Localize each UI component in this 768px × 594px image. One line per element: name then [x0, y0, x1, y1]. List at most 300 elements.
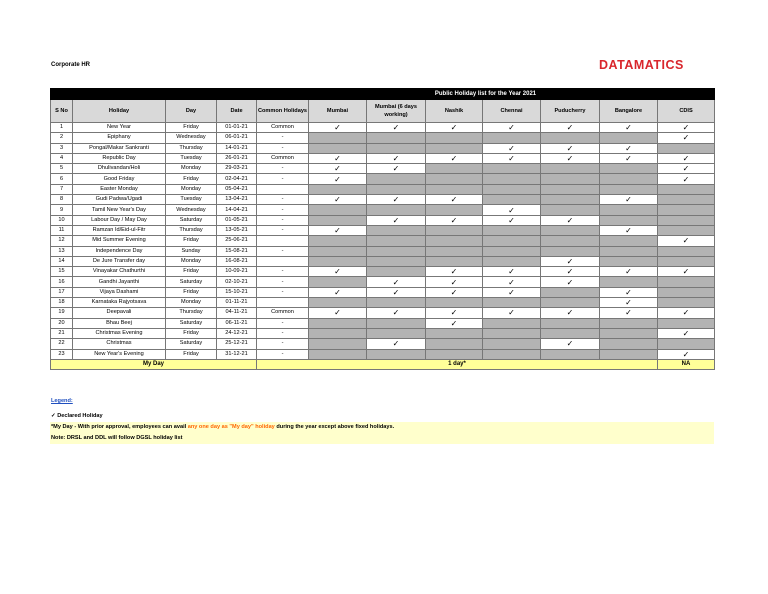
cell-holiday: Christmas: [73, 339, 166, 349]
cell-puducherry: [541, 256, 600, 266]
cell-cdis: [658, 267, 715, 277]
cell-cdis: [658, 277, 715, 287]
table-row: [51, 339, 715, 349]
cell-mumbai-6day: [367, 123, 426, 133]
cell-chennai: [483, 195, 541, 205]
cell-date: 31-12-21: [217, 349, 257, 359]
table-row: [51, 225, 715, 235]
cell-mumbai-6day: [367, 164, 426, 174]
cell-cdis: [658, 298, 715, 308]
cell-chennai: [483, 318, 541, 328]
cell-mumbai-6day: [367, 349, 426, 359]
check-icon: ✓: [450, 287, 458, 297]
cell-bangalore: [600, 225, 658, 235]
cell-puducherry: [541, 195, 600, 205]
cell-cdis: [658, 143, 715, 153]
cell-puducherry: [541, 246, 600, 256]
cell-common: -: [257, 246, 309, 256]
cell-chennai: [483, 205, 541, 215]
check-icon: ✓: [566, 308, 574, 318]
cell-common: [257, 236, 309, 246]
cell-cdis: [658, 215, 715, 225]
cell-date: 10-09-21: [217, 267, 257, 277]
cell-cdis: [658, 339, 715, 349]
cell-mumbai: [309, 123, 367, 133]
check-icon: ✓: [450, 277, 458, 287]
cell-bangalore: [600, 246, 658, 256]
cell-bangalore: [600, 195, 658, 205]
cell-holiday: Pongal/Makar Sankranti: [73, 143, 166, 153]
cell-nashik: [426, 318, 483, 328]
cell-common: -: [257, 339, 309, 349]
cell-mumbai-6day: [367, 184, 426, 194]
check-icon: ✓: [450, 267, 458, 277]
col-header-day: Day: [166, 100, 217, 123]
cell-day: Friday: [166, 287, 217, 297]
col-header-holiday: Holiday: [73, 100, 166, 123]
cell-nashik: [426, 164, 483, 174]
cell-nashik: [426, 123, 483, 133]
cell-puducherry: [541, 277, 600, 287]
my-day-note-c: during the year except above fixed holidays.: [274, 424, 395, 430]
cell-cdis: [658, 164, 715, 174]
cell-common: -: [257, 287, 309, 297]
cell-sno: 4: [51, 153, 73, 163]
check-icon: ✓: [334, 154, 341, 164]
my-day-note-a: *My Day - With prior approval, employees can avail: [51, 424, 188, 430]
cell-common: -: [257, 205, 309, 215]
cell-mumbai: [309, 308, 367, 318]
cell-sno: 13: [51, 246, 73, 256]
cell-day: Saturday: [166, 215, 217, 225]
cell-common: -: [257, 195, 309, 205]
cell-bangalore: [600, 328, 658, 338]
col-header-nashik: Nashik: [426, 100, 483, 123]
cell-mumbai: [309, 339, 367, 349]
check-icon: ✓: [682, 154, 690, 164]
department-label: Corporate HR: [51, 62, 91, 68]
cell-sno: 10: [51, 215, 73, 225]
cell-date: 15-10-21: [217, 287, 257, 297]
cell-sno: 12: [51, 236, 73, 246]
cell-date: 14-01-21: [217, 143, 257, 153]
check-icon: ✓: [392, 308, 400, 318]
cell-date: 15-08-21: [217, 246, 257, 256]
cell-bangalore: [600, 298, 658, 308]
cell-puducherry: [541, 298, 600, 308]
cell-chennai: [483, 184, 541, 194]
cell-cdis: [658, 153, 715, 163]
cell-puducherry: [541, 184, 600, 194]
cell-sno: 9: [51, 205, 73, 215]
cell-nashik: [426, 339, 483, 349]
check-icon: ✓: [334, 308, 341, 318]
check-icon: ✓: [392, 215, 400, 225]
cell-cdis: [658, 256, 715, 266]
table-row: [51, 164, 715, 174]
cell-nashik: [426, 225, 483, 235]
check-icon: ✓: [566, 277, 574, 287]
cell-cdis: [658, 246, 715, 256]
cell-nashik: [426, 184, 483, 194]
cell-cdis: [658, 174, 715, 184]
check-icon: ✓: [334, 226, 341, 236]
cell-sno: 7: [51, 184, 73, 194]
cell-common: -: [257, 133, 309, 143]
col-header-mumbai: Mumbai: [309, 100, 367, 123]
check-icon: ✓: [682, 164, 690, 174]
my-day-label: My Day: [51, 359, 257, 369]
cell-holiday: Mid Summer Evening: [73, 236, 166, 246]
cell-puducherry: [541, 287, 600, 297]
check-icon: ✓: [508, 205, 515, 215]
cell-day: Monday: [166, 256, 217, 266]
table-row: [51, 143, 715, 153]
check-icon: ✓: [392, 339, 400, 349]
check-icon: ✓: [625, 195, 632, 205]
col-header-puducherry: Puducherry: [541, 100, 600, 123]
table-row: [51, 215, 715, 225]
cell-puducherry: [541, 215, 600, 225]
cell-bangalore: [600, 174, 658, 184]
company-logo: DATAMATICS: [599, 58, 684, 72]
cell-holiday: New Year's Evening: [73, 349, 166, 359]
check-icon: ✓: [508, 123, 515, 133]
cell-date: 01-11-21: [217, 298, 257, 308]
check-icon: ✓: [682, 123, 690, 133]
check-icon: ✓: [682, 329, 690, 339]
cell-date: 06-11-21: [217, 318, 257, 328]
cell-mumbai-6day: [367, 195, 426, 205]
cell-date: 01-01-21: [217, 123, 257, 133]
cell-date: 25-06-21: [217, 236, 257, 246]
check-icon: ✓: [450, 154, 458, 164]
check-icon: ✓: [566, 215, 574, 225]
cell-mumbai: [309, 164, 367, 174]
cell-cdis: [658, 195, 715, 205]
cell-mumbai: [309, 246, 367, 256]
check-icon: ✓: [625, 226, 632, 236]
check-icon: ✓: [334, 267, 341, 277]
cell-bangalore: [600, 133, 658, 143]
cell-nashik: [426, 256, 483, 266]
cell-puducherry: [541, 225, 600, 235]
cell-nashik: [426, 236, 483, 246]
check-icon: ✓: [566, 257, 574, 266]
cell-mumbai: [309, 143, 367, 153]
cell-date: 29-03-21: [217, 164, 257, 174]
cell-day: Tuesday: [166, 153, 217, 163]
cell-mumbai-6day: [367, 256, 426, 266]
cell-date: 25-12-21: [217, 339, 257, 349]
cell-nashik: [426, 267, 483, 277]
cell-date: 05-04-21: [217, 184, 257, 194]
cell-sno: 15: [51, 267, 73, 277]
table-title: Public Holiday list for the Year 2021: [257, 89, 715, 100]
cell-bangalore: [600, 215, 658, 225]
column-header-row: [51, 100, 715, 123]
cell-mumbai: [309, 236, 367, 246]
check-icon: ✓: [682, 308, 690, 318]
table-row: [51, 195, 715, 205]
check-icon: ✓: [508, 287, 515, 297]
cell-chennai: [483, 277, 541, 287]
cell-date: 02-04-21: [217, 174, 257, 184]
table-row: [51, 318, 715, 328]
cell-day: Wednesday: [166, 133, 217, 143]
check-icon: ✓: [392, 277, 400, 287]
my-day-note-highlight: any one day as "My day" holiday: [187, 424, 275, 430]
cell-holiday: Vinayakar Chathurthi: [73, 267, 166, 277]
check-icon: ✓: [334, 164, 341, 174]
cell-sno: 3: [51, 143, 73, 153]
dgsl-note: Note: DRSL and DDL will follow DGSL holiday list: [51, 435, 183, 441]
cell-chennai: [483, 287, 541, 297]
table-row: [51, 267, 715, 277]
cell-holiday: Tamil New Year's Day: [73, 205, 166, 215]
cell-sno: 23: [51, 349, 73, 359]
cell-day: Thursday: [166, 308, 217, 318]
cell-sno: 14: [51, 256, 73, 266]
cell-common: -: [257, 225, 309, 235]
cell-chennai: [483, 123, 541, 133]
check-icon: ✓: [450, 318, 458, 328]
cell-bangalore: [600, 143, 658, 153]
cell-sno: 19: [51, 308, 73, 318]
cell-nashik: [426, 277, 483, 287]
cell-chennai: [483, 267, 541, 277]
cell-mumbai: [309, 328, 367, 338]
check-icon: ✓: [334, 123, 341, 133]
cell-mumbai: [309, 174, 367, 184]
check-icon: ✓: [682, 174, 690, 184]
cell-nashik: [426, 349, 483, 359]
cell-date: 26-01-21: [217, 153, 257, 163]
cell-nashik: [426, 328, 483, 338]
check-icon: ✓: [392, 154, 400, 164]
check-icon: ✓: [625, 298, 632, 308]
check-icon: ✓: [508, 143, 515, 153]
cell-cdis: [658, 225, 715, 235]
cell-mumbai-6day: [367, 215, 426, 225]
cell-common: -: [257, 174, 309, 184]
cell-bangalore: [600, 349, 658, 359]
cell-day: Thursday: [166, 143, 217, 153]
cell-chennai: [483, 215, 541, 225]
cell-puducherry: [541, 143, 600, 153]
table-row: [51, 133, 715, 143]
cell-chennai: [483, 174, 541, 184]
cell-holiday: Dhulivandan/Holi: [73, 164, 166, 174]
cell-mumbai-6day: [367, 225, 426, 235]
cell-common: Common: [257, 123, 309, 133]
cell-nashik: [426, 246, 483, 256]
cell-bangalore: [600, 153, 658, 163]
cell-common: -: [257, 143, 309, 153]
table-row: [51, 349, 715, 359]
check-icon: ✓: [682, 236, 690, 246]
cell-common: -: [257, 349, 309, 359]
cell-mumbai-6day: [367, 205, 426, 215]
cell-chennai: [483, 298, 541, 308]
cell-day: Friday: [166, 123, 217, 133]
cell-bangalore: [600, 277, 658, 287]
cell-common: Common: [257, 308, 309, 318]
check-icon: ✓: [566, 339, 574, 349]
cell-holiday: Deepavali: [73, 308, 166, 318]
cell-sno: 18: [51, 298, 73, 308]
cell-mumbai: [309, 287, 367, 297]
cell-date: 04-11-21: [217, 308, 257, 318]
cell-day: Saturday: [166, 339, 217, 349]
cell-cdis: [658, 205, 715, 215]
check-icon: ✓: [682, 267, 690, 277]
cell-chennai: [483, 246, 541, 256]
cell-sno: 6: [51, 174, 73, 184]
cell-sno: 5: [51, 164, 73, 174]
cell-bangalore: [600, 308, 658, 318]
col-header-chennai: Chennai: [483, 100, 541, 123]
cell-nashik: [426, 215, 483, 225]
cell-mumbai: [309, 256, 367, 266]
cell-puducherry: [541, 123, 600, 133]
cell-mumbai-6day: [367, 277, 426, 287]
holiday-rows: [51, 123, 715, 360]
cell-cdis: [658, 349, 715, 359]
cell-common: -: [257, 164, 309, 174]
cell-day: Wednesday: [166, 205, 217, 215]
cell-mumbai: [309, 349, 367, 359]
col-header-cdis: CDIS: [658, 100, 715, 123]
cell-nashik: [426, 174, 483, 184]
cell-cdis: [658, 287, 715, 297]
cell-puducherry: [541, 164, 600, 174]
cell-puducherry: [541, 318, 600, 328]
cell-mumbai: [309, 205, 367, 215]
cell-holiday: Christmas Evening: [73, 328, 166, 338]
cell-mumbai: [309, 318, 367, 328]
cell-nashik: [426, 287, 483, 297]
cell-bangalore: [600, 318, 658, 328]
cell-nashik: [426, 143, 483, 153]
cell-mumbai-6day: [367, 328, 426, 338]
cell-bangalore: [600, 184, 658, 194]
cell-holiday: Gudi Padwa/Ugadi: [73, 195, 166, 205]
cell-holiday: Ramzan Id/Eid-ul-Fitr: [73, 225, 166, 235]
cell-date: 13-04-21: [217, 195, 257, 205]
check-icon: ✓: [625, 143, 632, 153]
check-icon: ✓: [392, 287, 400, 297]
cell-chennai: [483, 349, 541, 359]
cell-common: Common: [257, 153, 309, 163]
legend-declared: [51, 413, 103, 419]
cell-common: -: [257, 277, 309, 287]
check-icon: ✓: [625, 154, 632, 164]
cell-bangalore: [600, 164, 658, 174]
check-icon: ✓: [566, 143, 574, 153]
cell-chennai: [483, 328, 541, 338]
check-icon: ✓: [334, 174, 341, 184]
cell-mumbai-6day: [367, 246, 426, 256]
cell-date: 14-04-21: [217, 205, 257, 215]
cell-mumbai-6day: [367, 153, 426, 163]
my-day-cdis: NA: [658, 359, 715, 369]
cell-puducherry: [541, 349, 600, 359]
check-icon: ✓: [508, 277, 515, 287]
check-icon: ✓: [625, 287, 632, 297]
cell-holiday: Epiphany: [73, 133, 166, 143]
cell-mumbai: [309, 267, 367, 277]
col-header-bangalore: Bangalore: [600, 100, 658, 123]
cell-mumbai: [309, 225, 367, 235]
table-row: [51, 256, 715, 266]
table-row: [51, 246, 715, 256]
check-icon: ✓: [566, 267, 574, 277]
cell-chennai: [483, 143, 541, 153]
cell-mumbai: [309, 195, 367, 205]
cell-bangalore: [600, 287, 658, 297]
check-icon: ✓: [566, 123, 574, 133]
cell-common: -: [257, 215, 309, 225]
legend-declared-label: Declared Holiday: [57, 413, 103, 419]
cell-nashik: [426, 153, 483, 163]
col-header-sno: S No: [51, 100, 73, 123]
cell-common: [257, 298, 309, 308]
cell-mumbai: [309, 184, 367, 194]
table-row: [51, 184, 715, 194]
cell-mumbai: [309, 153, 367, 163]
table-row: [51, 277, 715, 287]
check-icon: ✓: [334, 287, 341, 297]
cell-mumbai-6day: [367, 308, 426, 318]
cell-chennai: [483, 308, 541, 318]
cell-date: 02-10-21: [217, 277, 257, 287]
cell-nashik: [426, 308, 483, 318]
cell-mumbai: [309, 298, 367, 308]
cell-cdis: [658, 123, 715, 133]
cell-puducherry: [541, 205, 600, 215]
cell-common: -: [257, 318, 309, 328]
cell-chennai: [483, 225, 541, 235]
cell-sno: 22: [51, 339, 73, 349]
my-day-note: [51, 424, 394, 430]
cell-common: -: [257, 328, 309, 338]
cell-date: 16-08-21: [217, 256, 257, 266]
cell-holiday: New Year: [73, 123, 166, 133]
col-header-common: Common Holidays: [257, 100, 309, 123]
cell-sno: 17: [51, 287, 73, 297]
check-icon: ✓: [392, 123, 400, 133]
cell-sno: 8: [51, 195, 73, 205]
cell-holiday: Good Friday: [73, 174, 166, 184]
cell-chennai: [483, 256, 541, 266]
cell-day: Thursday: [166, 225, 217, 235]
check-icon: ✓: [450, 308, 458, 318]
table-row: [51, 328, 715, 338]
cell-day: Monday: [166, 164, 217, 174]
cell-common: -: [257, 267, 309, 277]
table-row: [51, 123, 715, 133]
col-header-date: Date: [217, 100, 257, 123]
cell-nashik: [426, 298, 483, 308]
table-row: [51, 174, 715, 184]
legend-title: Legend:: [51, 398, 73, 404]
cell-date: 24-12-21: [217, 328, 257, 338]
check-icon: ✓: [682, 133, 690, 143]
cell-puducherry: [541, 153, 600, 163]
cell-sno: 20: [51, 318, 73, 328]
check-icon: ✓: [508, 215, 515, 225]
